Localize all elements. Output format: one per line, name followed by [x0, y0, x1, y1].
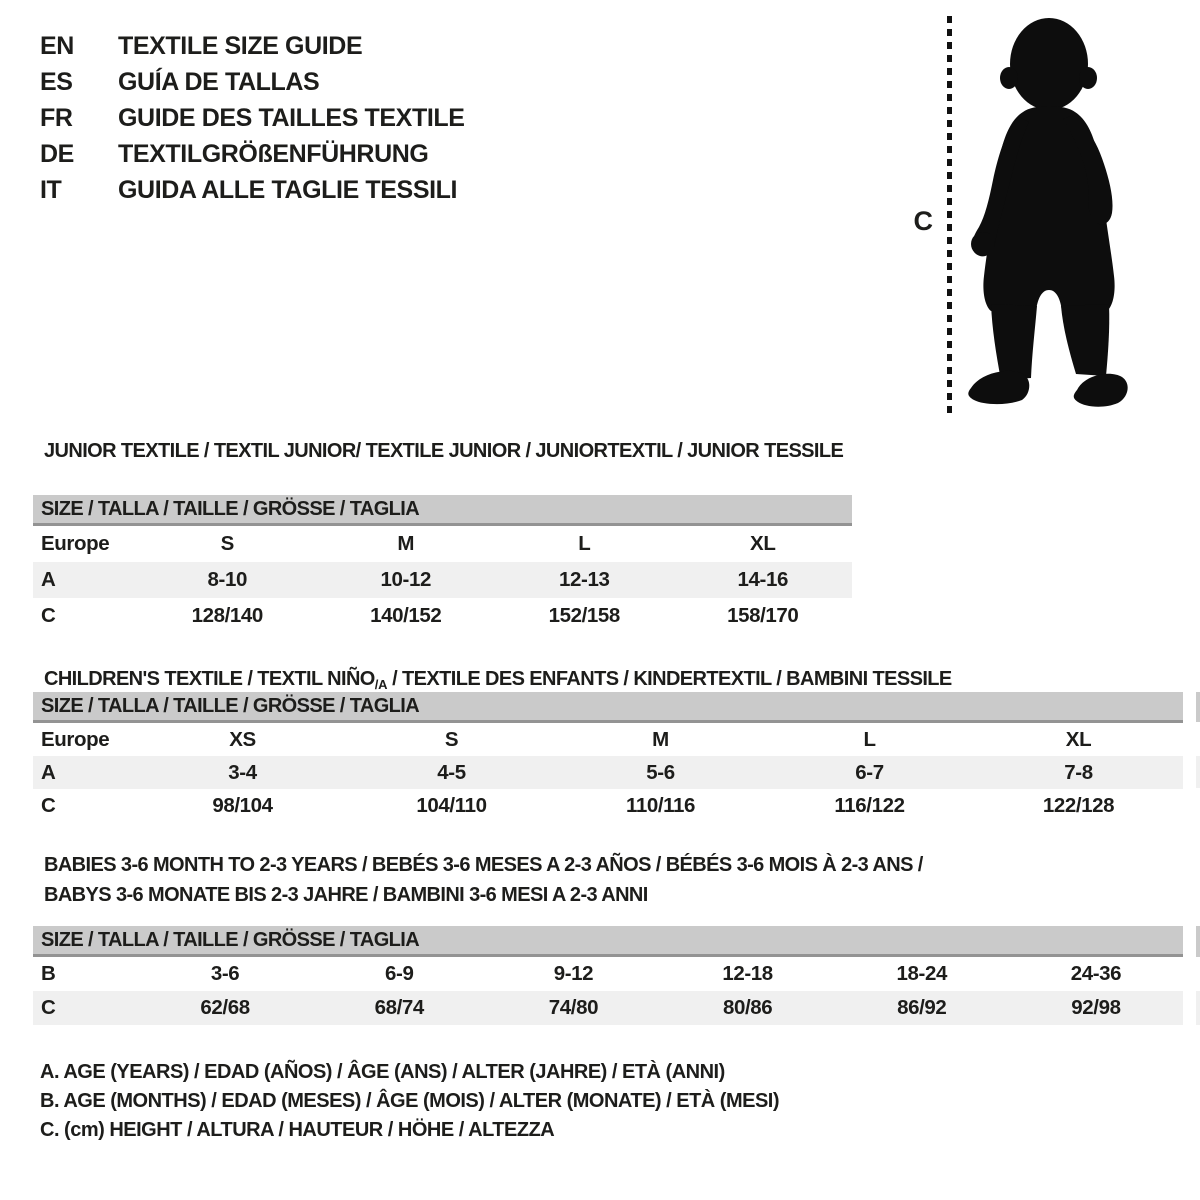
table-row-b	[33, 957, 1183, 991]
section-heading-children	[44, 668, 952, 692]
age-cell: 12-13	[559, 568, 610, 591]
height-cell: 98/104	[212, 793, 273, 817]
months-cell: 6-9	[385, 962, 414, 985]
size-cell: L	[863, 727, 876, 751]
table-row-europe	[33, 526, 852, 562]
height-cell: 74/80	[548, 996, 599, 1019]
toddler-silhouette-icon	[958, 14, 1140, 419]
table-row-c	[33, 598, 852, 634]
section-heading-junior: JUNIOR TEXTILE / TEXTIL JUNIOR/ TEXTILE JUNIOR / JUNIORTEXTIL / JUNIOR TESSILE	[44, 440, 844, 462]
legend-line-c: C. (cm) HEIGHT / ALTURA / HAUTEUR / HÖHE / ALTEZZA	[40, 1119, 555, 1141]
row-label: C	[41, 793, 56, 817]
language-title: TEXTILE SIZE GUIDE	[118, 31, 363, 60]
row-label: C	[41, 996, 56, 1019]
months-cell: 18-24	[896, 962, 947, 985]
language-title: TEXTILGRÖßENFÜHRUNG	[118, 139, 429, 168]
language-code: IT	[40, 175, 62, 204]
measure-label-c: C	[913, 206, 933, 236]
age-cell: 10-12	[380, 568, 431, 591]
row-label: B	[41, 962, 56, 985]
table-edge-sliver	[1196, 756, 1200, 788]
height-cell: 62/68	[200, 996, 250, 1019]
heading-line-2: BABYS 3-6 MONATE BIS 2-3 JAHRE / BAMBINI 3-6 MESI A 2-3 ANNI	[44, 884, 648, 906]
age-cell: 7-8	[1064, 760, 1093, 784]
language-list	[40, 28, 465, 208]
table-edge-sliver	[1196, 991, 1200, 1025]
age-cell: 8-10	[207, 568, 247, 591]
measure-legend	[40, 1058, 779, 1145]
row-label: Europe	[41, 532, 110, 555]
row-label: C	[41, 604, 56, 627]
height-cell: 92/98	[1071, 996, 1121, 1019]
language-title: GUÍA DE TALLAS	[118, 67, 320, 96]
table-row-a	[33, 562, 852, 598]
age-cell: 5-6	[646, 760, 675, 784]
age-cell: 6-7	[855, 760, 884, 784]
size-cell: M	[652, 727, 669, 751]
heading-line-1: BABIES 3-6 MONTH TO 2-3 YEARS / BEBÉS 3-6 MESES A 2-3 AÑOS / BÉBÉS 3-6 MOIS À 2-3 ANS /	[44, 854, 923, 876]
row-label: Europe	[41, 727, 110, 751]
row-label: A	[41, 568, 56, 591]
language-row-es	[40, 64, 465, 100]
babies-size-table	[33, 926, 1183, 1025]
height-cell: 122/128	[1042, 793, 1115, 817]
size-cell: M	[397, 532, 415, 555]
table-row-c	[33, 991, 1183, 1025]
height-cell: 128/140	[191, 604, 263, 627]
legend-line-b: B. AGE (MONTHS) / EDAD (MESES) / ÂGE (MOIS) / ALTER (MONATE) / ETÀ (MESI)	[40, 1090, 780, 1112]
language-row-en	[40, 28, 465, 64]
table-edge-sliver	[1196, 692, 1200, 722]
months-cell: 12-18	[722, 962, 773, 985]
table-row-a	[33, 756, 1183, 789]
height-measure-dashed-line	[947, 16, 952, 414]
children-size-table	[33, 692, 1183, 822]
age-cell: 14-16	[737, 568, 788, 591]
height-cell: 158/170	[727, 604, 799, 627]
height-cell: 116/122	[834, 793, 905, 817]
table-header: SIZE / TALLA / TAILLE / GRÖSSE / TAGLIA	[33, 692, 1183, 723]
height-cell: 140/152	[370, 604, 442, 627]
table-row-europe	[33, 723, 1183, 756]
table-edge-sliver	[1196, 926, 1200, 957]
size-cell: XS	[229, 727, 256, 751]
height-cell: 80/86	[722, 996, 773, 1019]
language-code: FR	[40, 103, 73, 132]
age-cell: 3-4	[228, 760, 257, 784]
legend-line-a: A. AGE (YEARS) / EDAD (AÑOS) / ÂGE (ANS) / ALTER (JAHRE) / ETÀ (ANNI)	[40, 1061, 725, 1083]
language-row-fr	[40, 100, 465, 136]
language-code: DE	[40, 139, 74, 168]
language-title: GUIDE DES TAILLES TEXTILE	[118, 103, 465, 132]
language-code: EN	[40, 31, 74, 60]
language-code: ES	[40, 67, 73, 96]
heading-subscript: /A	[374, 677, 388, 692]
size-cell: L	[578, 532, 591, 555]
size-cell: XL	[750, 532, 776, 555]
heading-text: / TEXTILE DES ENFANTS / KINDERTEXTIL / BAMBINI TESSILE	[387, 668, 952, 690]
table-header: SIZE / TALLA / TAILLE / GRÖSSE / TAGLIA	[33, 926, 1183, 957]
size-cell: XL	[1065, 727, 1092, 751]
months-cell: 24-36	[1070, 962, 1122, 985]
months-cell: 3-6	[210, 962, 240, 985]
months-cell: 9-12	[553, 962, 594, 985]
language-row-it	[40, 172, 465, 208]
table-header: SIZE / TALLA / TAILLE / GRÖSSE / TAGLIA	[33, 495, 852, 526]
age-cell: 4-5	[437, 760, 466, 784]
height-cell: 86/92	[897, 996, 947, 1019]
row-label: A	[41, 760, 56, 784]
size-cell: S	[444, 727, 459, 751]
section-heading-babies	[44, 850, 923, 910]
junior-size-table	[33, 495, 852, 634]
height-cell: 152/158	[548, 604, 620, 627]
heading-text: CHILDREN'S TEXTILE / TEXTIL NIÑO	[44, 668, 375, 690]
height-cell: 110/116	[625, 793, 696, 817]
height-cell: 68/74	[374, 996, 424, 1019]
table-row-c	[33, 789, 1183, 822]
language-title: GUIDA ALLE TAGLIE TESSILI	[118, 175, 458, 204]
size-cell: S	[220, 532, 234, 555]
language-row-de	[40, 136, 465, 172]
height-cell: 104/110	[416, 793, 487, 817]
